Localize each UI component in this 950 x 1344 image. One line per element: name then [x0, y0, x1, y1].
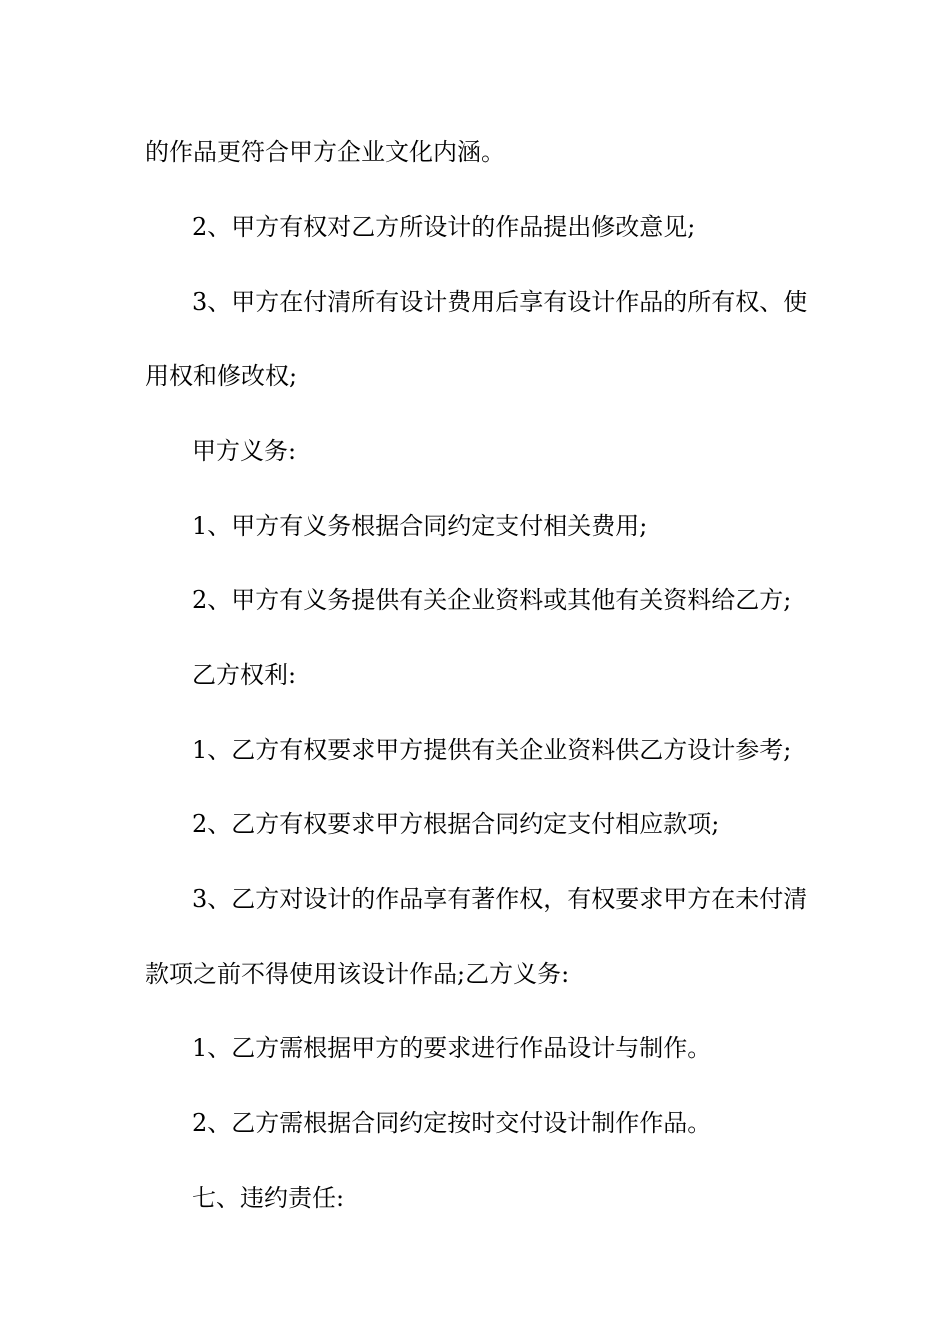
paragraph-line: 的作品更符合甲方企业文化内涵。 [145, 138, 505, 166]
paragraph-line: 款项之前不得使用该设计作品;乙方义务: [145, 960, 570, 988]
paragraph-line: 2、甲方有权对乙方所设计的作品提出修改意见; [192, 213, 696, 241]
section-heading: 乙方权利: [192, 661, 297, 689]
paragraph-line: 2、乙方需根据合同约定按时交付设计制作作品。 [192, 1109, 712, 1137]
section-heading: 七、违约责任: [192, 1184, 345, 1212]
paragraph-line: 1、乙方有权要求甲方提供有关企业资料供乙方设计参考; [192, 736, 792, 764]
paragraph-line: 用权和修改权; [145, 362, 298, 390]
paragraph-line: 1、乙方需根据甲方的要求进行作品设计与制作。 [192, 1034, 712, 1062]
paragraph-line: 3、甲方在付清所有设计费用后享有设计作品的所有权、使 [192, 288, 808, 316]
section-heading: 甲方义务: [192, 437, 297, 465]
paragraph-line: 3、乙方对设计的作品享有著作权，有权要求甲方在未付清 [192, 885, 808, 913]
paragraph-line: 1、甲方有义务根据合同约定支付相关费用; [192, 512, 648, 540]
paragraph-line: 2、乙方有权要求甲方根据合同约定支付相应款项; [192, 810, 720, 838]
paragraph-line: 2、甲方有义务提供有关企业资料或其他有关资料给乙方; [192, 586, 792, 614]
